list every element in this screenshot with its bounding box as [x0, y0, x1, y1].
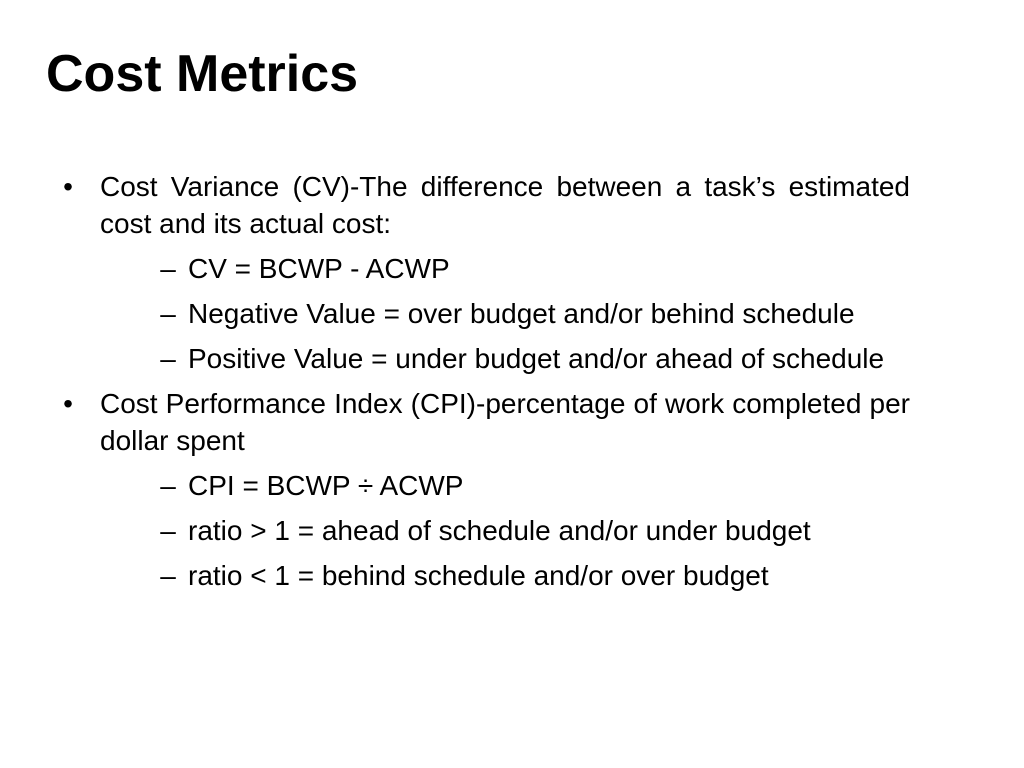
sub-item	[100, 250, 910, 287]
bullet-marker: •	[63, 388, 73, 419]
sub-item-text: CV = BCWP - ACWP	[188, 253, 450, 284]
bullet-list	[58, 168, 910, 594]
sub-item-text: CPI = BCWP ÷ ACWP	[188, 470, 464, 501]
sub-item	[100, 467, 910, 504]
dash-marker: –	[160, 470, 176, 501]
sub-item	[100, 340, 910, 377]
sub-item-text: ratio < 1 = behind schedule and/or over budget	[188, 560, 769, 591]
sub-item	[100, 512, 910, 549]
bullet-marker: •	[63, 171, 73, 202]
sub-list	[100, 467, 910, 594]
dash-marker: –	[160, 343, 176, 374]
bullet-text: Cost Performance Index (CPI)-percentage of work completed per dollar spent	[100, 388, 910, 456]
dash-marker: –	[160, 253, 176, 284]
sub-item-text: ratio > 1 = ahead of schedule and/or under budget	[188, 515, 811, 546]
dash-marker: –	[160, 515, 176, 546]
slide-title: Cost Metrics	[46, 45, 359, 103]
sub-list	[100, 250, 910, 377]
bullet-text: Cost Variance (CV)-The difference between a task’s estimated cost and its actual cost:	[100, 171, 910, 239]
dash-marker: –	[160, 298, 176, 329]
sub-item	[100, 557, 910, 594]
dash-marker: –	[160, 560, 176, 591]
sub-item	[100, 295, 910, 332]
bullet-cost-performance-index	[58, 385, 910, 594]
sub-item-text: Positive Value = under budget and/or ahead of schedule	[188, 343, 885, 374]
bullet-cost-variance	[58, 168, 910, 377]
sub-item-text: Negative Value = over budget and/or behind schedule	[188, 298, 855, 329]
